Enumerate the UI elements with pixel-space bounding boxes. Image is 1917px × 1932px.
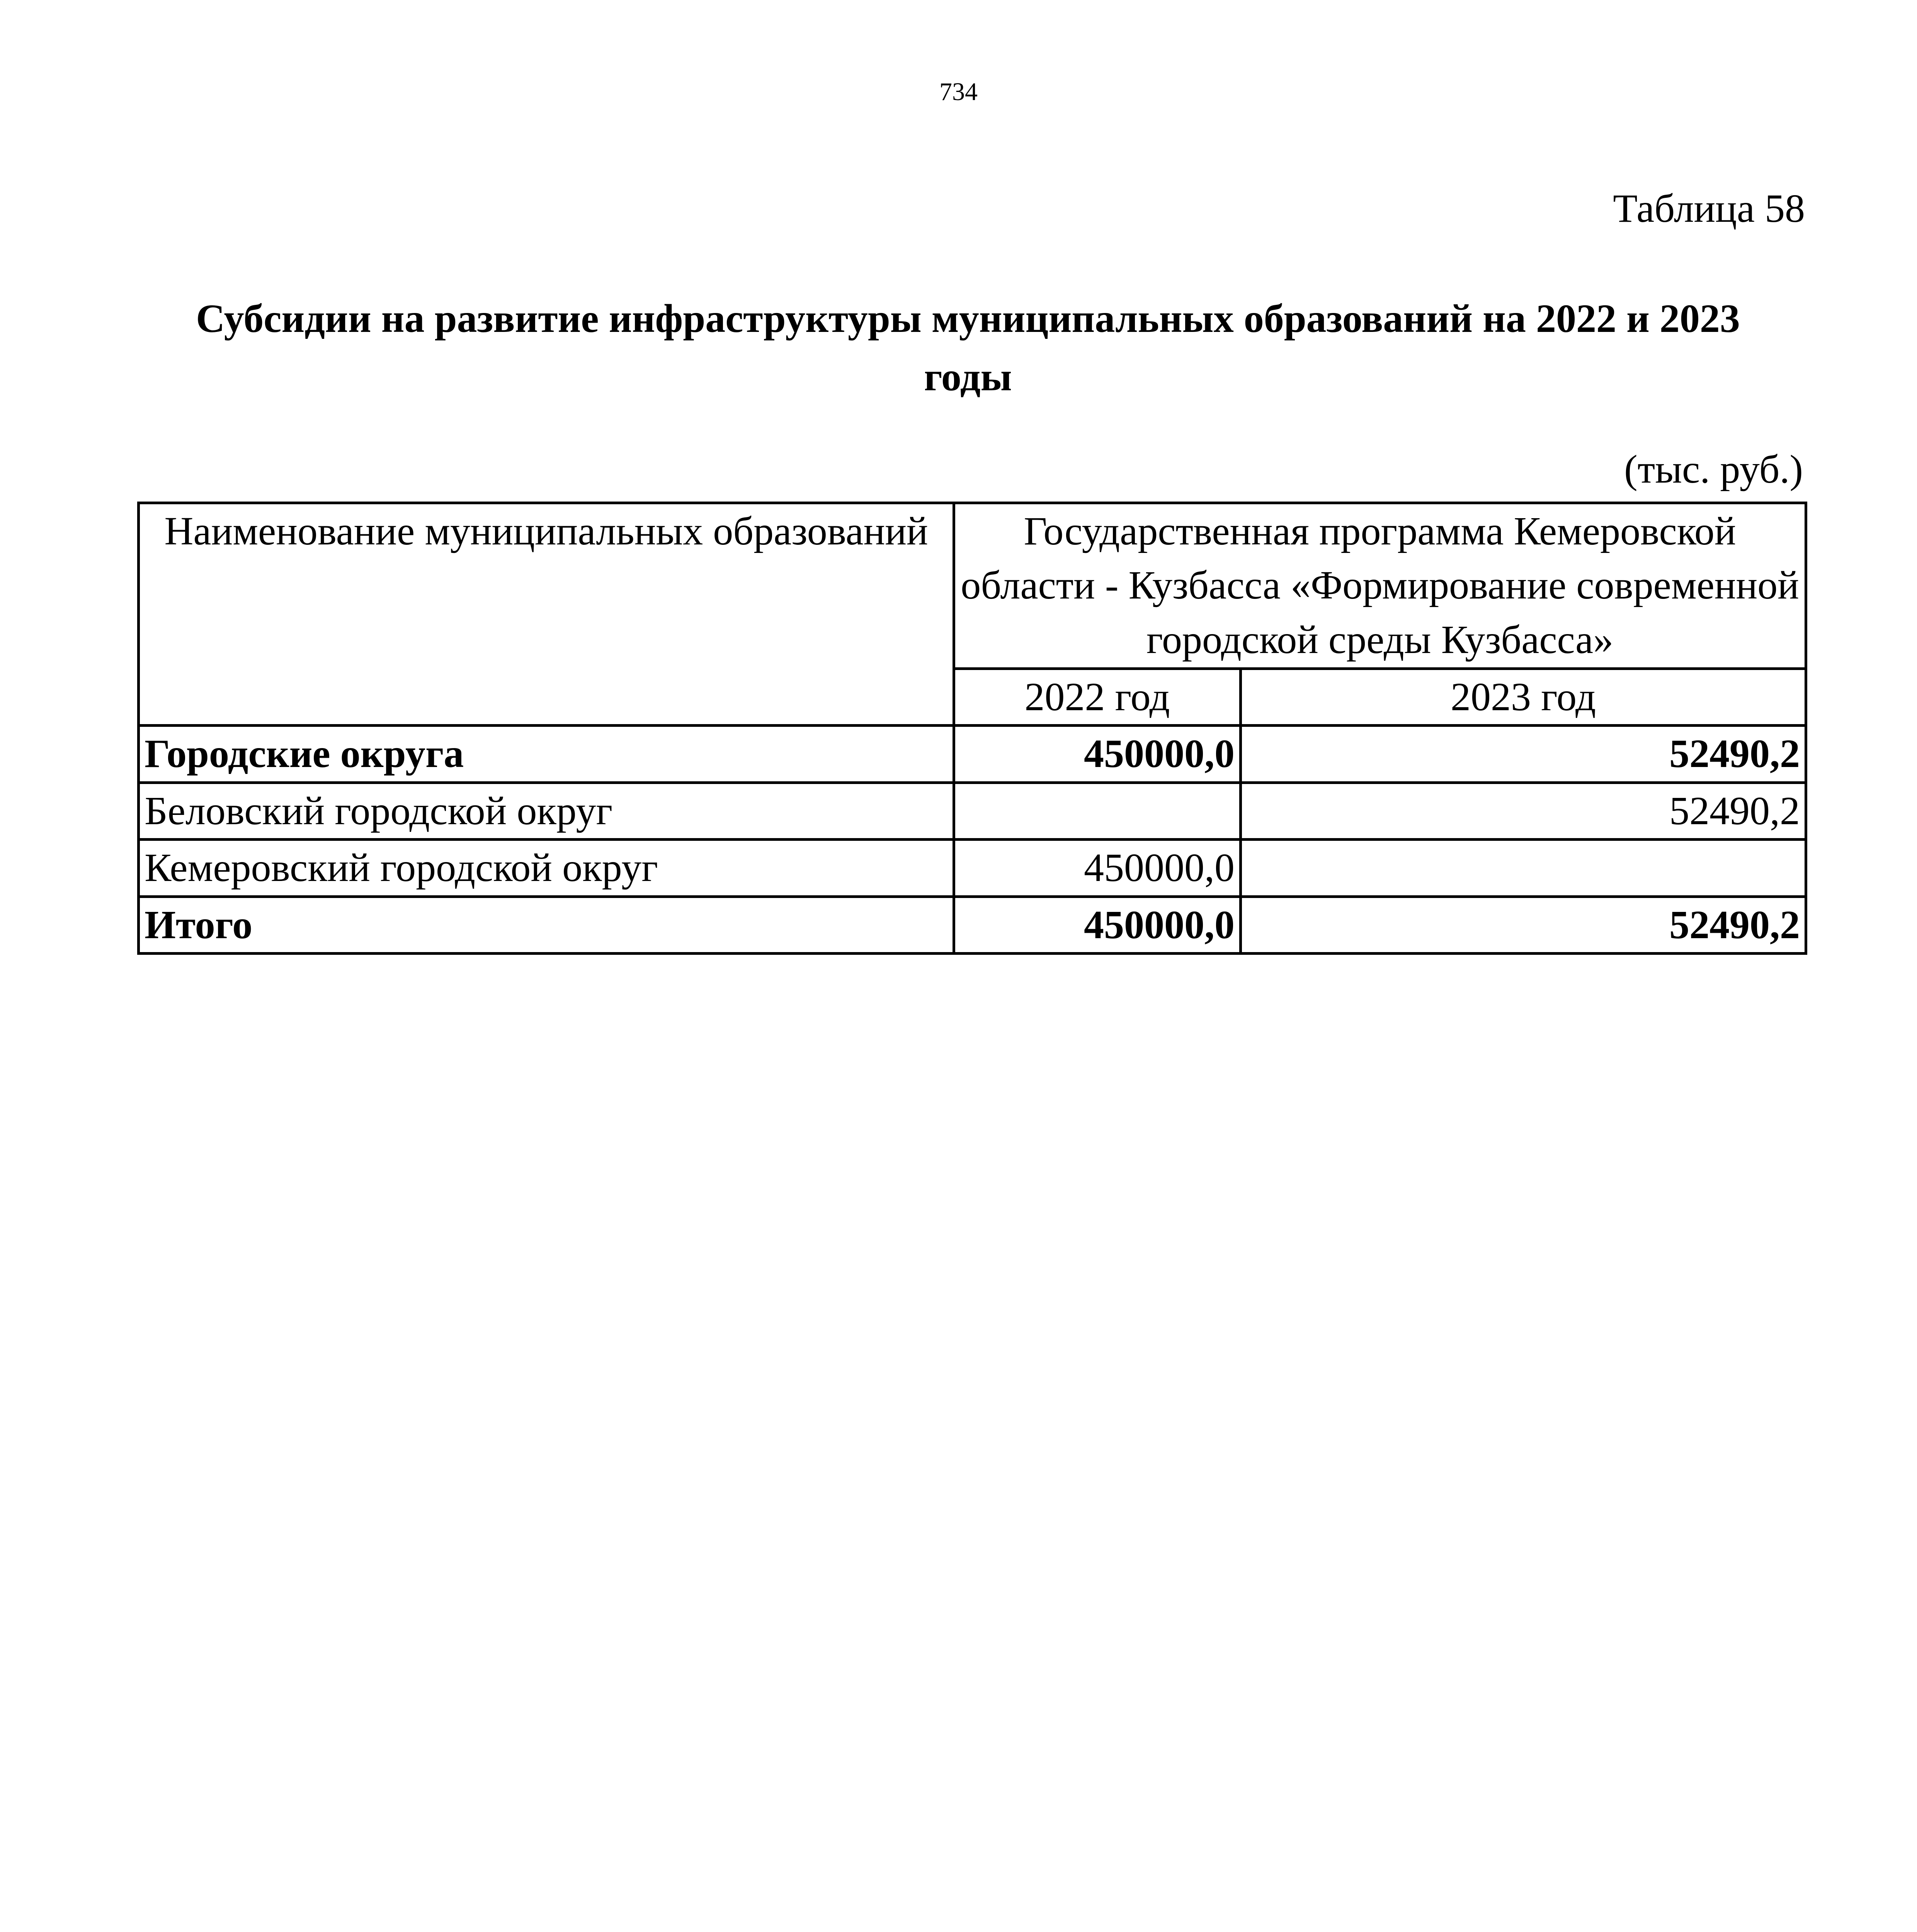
- table-row-belovo: [139, 782, 1806, 839]
- subsidy-table: [137, 502, 1807, 955]
- row-value-2023: 52490,2: [1241, 726, 1806, 782]
- header-name-column: Наименование муниципальных образований: [139, 503, 954, 726]
- document-title: Субсидии на развитие инфраструктуры муниципальных образований на 2022 и 2023 годы: [196, 296, 1740, 399]
- row-value-2022: 450000,0: [954, 896, 1241, 953]
- row-name: Беловский городской округ: [139, 782, 954, 839]
- table-row-total: [139, 896, 1806, 953]
- table-row-urban-districts: [139, 726, 1806, 782]
- row-name: Итого: [139, 896, 954, 953]
- row-value-2022: 450000,0: [954, 840, 1241, 896]
- row-value-2023: 52490,2: [1241, 782, 1806, 839]
- header-program: Государственная программа Кемеровской области - Кузбасса «Формирование современной городской среды Кузбасса»: [954, 503, 1806, 669]
- table-header-row: [139, 503, 1806, 669]
- table-row-kemerovo: [139, 840, 1806, 896]
- row-name: Кемеровский городской округ: [139, 840, 954, 896]
- row-name: Городские округа: [139, 726, 954, 782]
- page-number: 734: [939, 78, 978, 106]
- row-value-2022: 450000,0: [954, 726, 1241, 782]
- header-year-2023: 2023 год: [1241, 669, 1806, 726]
- table-label: Таблица 58: [1613, 186, 1805, 231]
- row-value-2022: [954, 782, 1241, 839]
- row-value-2023: 52490,2: [1241, 896, 1806, 953]
- header-year-2022: 2022 год: [954, 669, 1241, 726]
- row-value-2023: [1241, 840, 1806, 896]
- units-label: (тыс. руб.): [1624, 447, 1803, 492]
